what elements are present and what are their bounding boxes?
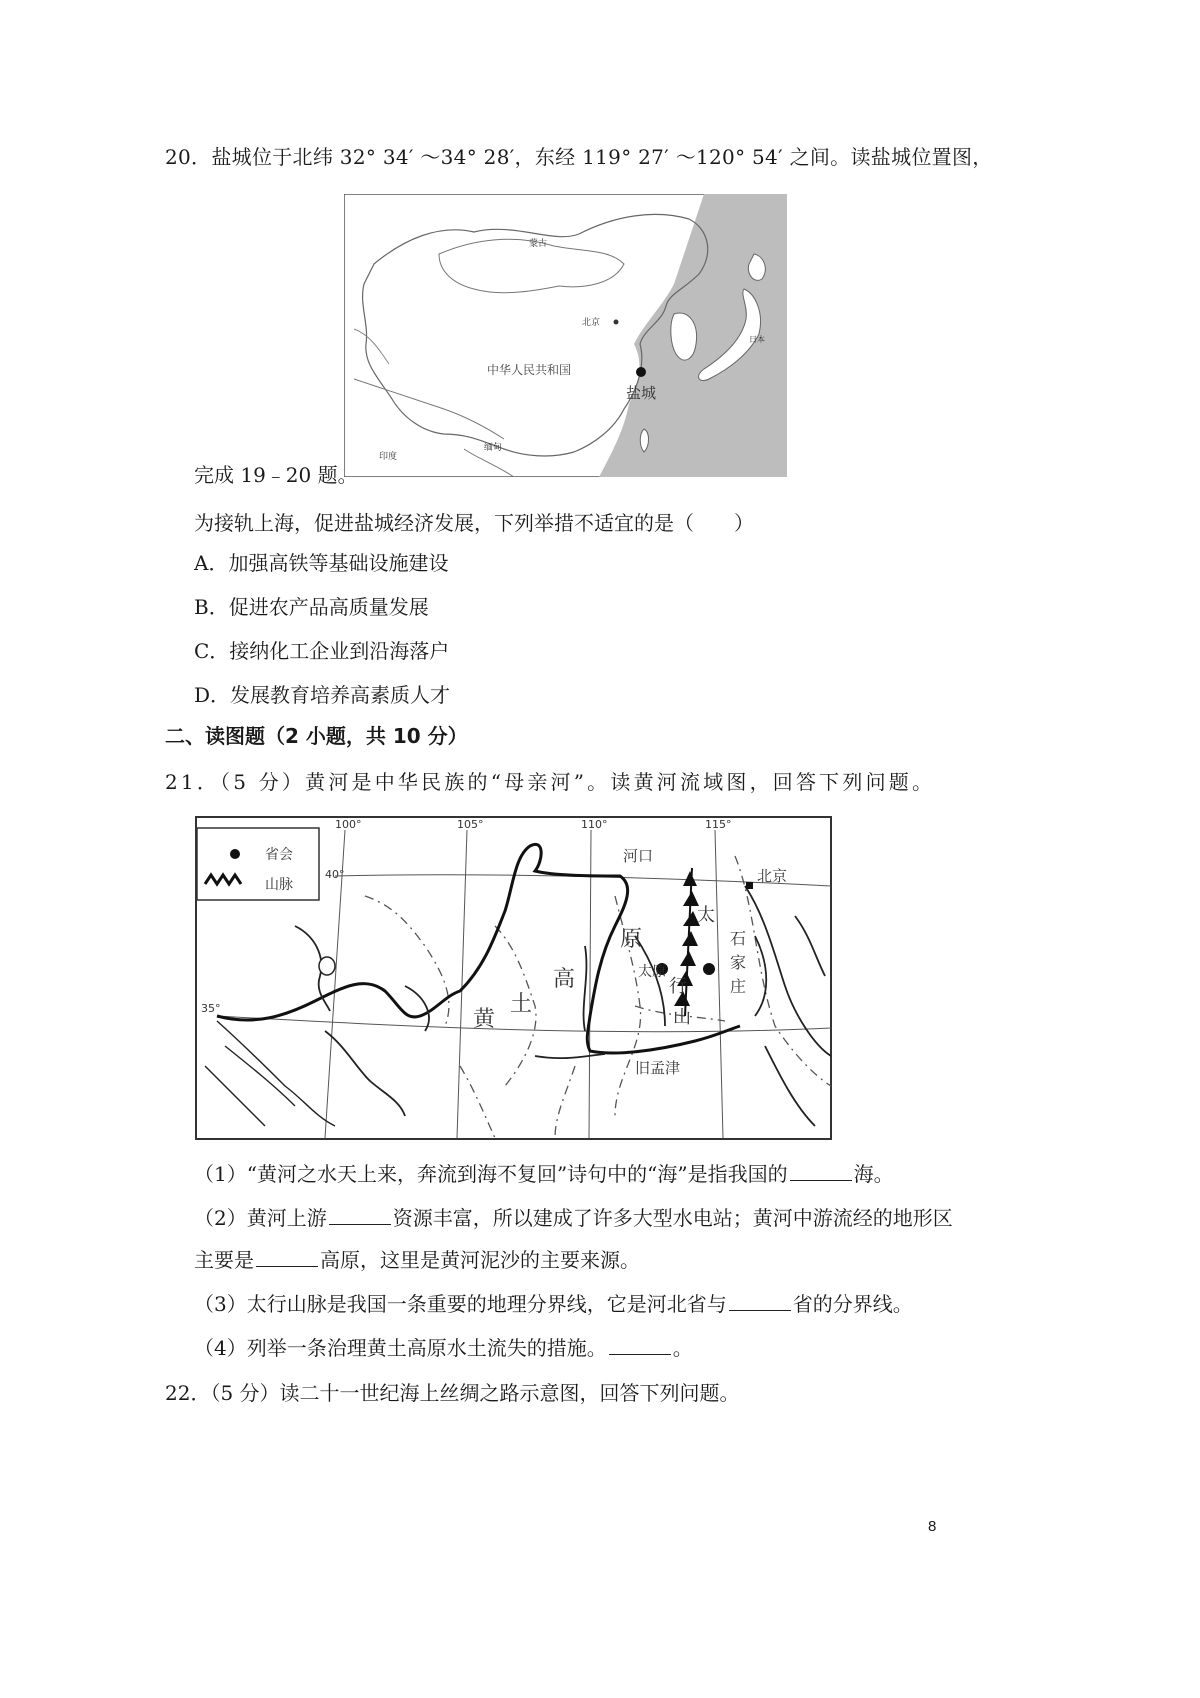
q21-sub4-text-a: （4）列举一条治理黄土高原水土流失的措施。 xyxy=(194,1336,607,1360)
q21-sub2-blank-1[interactable] xyxy=(329,1206,391,1225)
lat-40-label: 40° xyxy=(325,868,345,881)
q21-stem: 21．（5 分）黄河是中华民族的“母亲河”。读黄河流域图，回答下列问题。 xyxy=(165,770,936,794)
yancheng-location-map xyxy=(344,194,787,477)
q21-sub1-text-b: 海。 xyxy=(853,1162,894,1186)
q20-stem: 20．盐城位于北纬 32° 34′ ～34° 28′，东经 119° 27′ ～120° 54′ 之间。读盐城位置图， xyxy=(165,145,993,169)
label-shijiazhuang-3: 庄 xyxy=(730,977,747,996)
q22-stem: 22．（5 分）读二十一世纪海上丝绸之路示意图，回答下列问题。 xyxy=(165,1381,740,1405)
label-huang: 黄 xyxy=(473,1007,496,1032)
q21-sub4-text-b: 。 xyxy=(672,1336,693,1360)
label-tai: 太 xyxy=(697,905,715,926)
map-label-yancheng: 盐城 xyxy=(626,384,657,402)
map-legend xyxy=(197,828,319,900)
q21-sub3-text-a: （3）太行山脉是我国一条重要的地理分界线，它是河北省与 xyxy=(194,1292,727,1316)
section-heading: 二、读图题（2 小题，共 10 分） xyxy=(165,724,468,748)
label-yuan: 原 xyxy=(620,927,643,952)
option-d[interactable]: D．发展教育培养高素质人才 xyxy=(194,683,451,707)
legend-capital-label: 省会 xyxy=(265,847,293,863)
q20-tail: 完成 19﹣20 题。 xyxy=(194,463,358,487)
option-a[interactable]: A．加强高铁等基础设施建设 xyxy=(194,551,449,575)
lat-35-label: 35° xyxy=(201,1002,221,1015)
q21-sub2-blank-2[interactable] xyxy=(256,1248,318,1267)
q21-sub3 xyxy=(194,1290,913,1318)
map-label-beijing: 北京 xyxy=(582,318,601,328)
q21-sub2 xyxy=(194,1204,953,1232)
q21-sub3-text-b: 省的分界线。 xyxy=(792,1292,913,1316)
label-gao: 高 xyxy=(553,967,576,992)
label-shijiazhuang-2: 家 xyxy=(730,953,747,972)
q21-sub4 xyxy=(194,1334,693,1362)
q21-sub1-blank[interactable] xyxy=(790,1162,852,1181)
label-jiumengjin: 旧孟津 xyxy=(635,1059,681,1077)
option-b[interactable]: B．促进农产品高质量发展 xyxy=(194,595,429,619)
shijiazhuang-marker xyxy=(703,963,715,975)
map-label-india: 印度 xyxy=(379,452,398,462)
q21-sub2-text-d: 高原，这里是黄河泥沙的主要来源。 xyxy=(320,1248,640,1272)
legend-mountain-label: 山脉 xyxy=(265,877,293,893)
yellow-river-basin-map xyxy=(195,816,832,1140)
label-beijing: 北京 xyxy=(757,867,788,885)
lon-105-label: 105° xyxy=(457,818,484,831)
lon-100-label: 100° xyxy=(335,818,362,831)
lon-110-label: 110° xyxy=(581,818,608,831)
q21-sub4-blank[interactable] xyxy=(609,1336,671,1355)
legend-capital-icon xyxy=(230,849,240,859)
label-shan: 山 xyxy=(673,1007,691,1028)
page-number: 8 xyxy=(928,1518,937,1535)
label-hekou: 河口 xyxy=(623,847,654,865)
q21-sub2-text-c: 主要是 xyxy=(194,1248,254,1272)
q21-sub1 xyxy=(194,1160,894,1188)
q21-sub1-text-a: （1）“黄河之水天上来，奔流到海不复回”诗句中的“海”是指我国的 xyxy=(194,1162,788,1186)
q21-sub2-cont xyxy=(194,1246,640,1274)
map-label-myanmar: 缅甸 xyxy=(484,443,503,453)
option-c[interactable]: C．接纳化工企业到沿海落户 xyxy=(194,639,450,663)
label-xing: 行 xyxy=(669,976,687,997)
map-label-china: 中华人民共和国 xyxy=(487,363,572,377)
label-shijiazhuang-1: 石 xyxy=(730,929,747,948)
yancheng-marker xyxy=(636,367,646,377)
lake xyxy=(319,957,335,975)
map-label-mongolia: 蒙古 xyxy=(529,239,548,249)
beijing-marker xyxy=(746,882,753,889)
label-tu: 土 xyxy=(510,992,533,1017)
q21-sub3-blank[interactable] xyxy=(729,1292,791,1311)
lon-115-label: 115° xyxy=(705,818,732,831)
q20-question: 为接轨上海，促进盐城经济发展，下列举措不适宜的是（ ） xyxy=(194,511,754,535)
q21-sub2-text-a: （2）黄河上游 xyxy=(194,1206,327,1230)
map-label-japan: 日本 xyxy=(749,335,765,344)
beijing-marker xyxy=(614,320,619,325)
q21-sub2-text-b: 资源丰富，所以建成了许多大型水电站；黄河中游流经的地形区 xyxy=(392,1206,953,1230)
label-taiyuan: 太原 xyxy=(638,964,666,980)
